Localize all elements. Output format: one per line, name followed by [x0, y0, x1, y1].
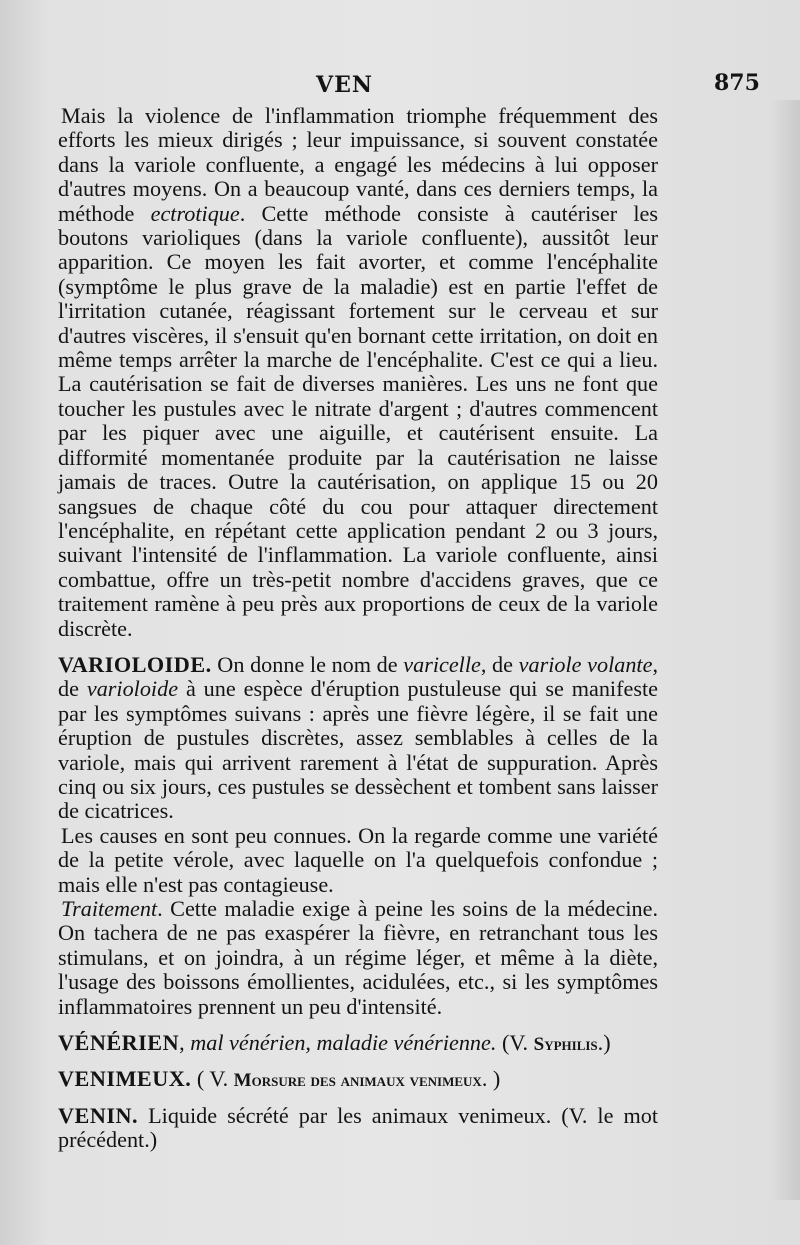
italic-term: ectrotique [150, 200, 240, 226]
page-edge-shadow [770, 100, 800, 1200]
paragraph-traitement: Traitement. Cette maladie exige à peine les soins de la médecine. On tachera de ne pas exaspérer la fièvre, en retranchant tous les stimulans, et on joindra, à un régime léger, et même à la diète, l'usage des boissons émollientes, acidulées, etc., si les symptômes inflammatoires prennent un peu d'intensité. [58, 896, 658, 1019]
italic-term: mal vénérien, maladie vénérienne. [190, 1030, 497, 1056]
headword-venerien: VÉNÉRIEN [58, 1030, 180, 1056]
italic-label: Traitement [61, 896, 158, 921]
page-number: 875 [714, 70, 760, 96]
entry-venin: VENIN. Liquide sécrété par les animaux venimeux. (V. le mot précédent.) [58, 1102, 658, 1153]
headword-venin: VENIN. [58, 1102, 139, 1128]
entry-varioloide: VARIOLOIDE. On donne le nom de varicelle, de variole volante, de varioloide à une espèce d'éruption pustuleuse qui se manifeste par les symptômes suivans : après une fièvre légère, il se fait une éruption de pustules discrètes, assez semblables à celles de la variole, mais qui arrivent rarement à l'état de suppuration. Après cinq ou six jours, ces pustules se dessèchent et tombent sans laisser de cicatrices. [58, 651, 658, 824]
paragraph-variole-treatment: Mais la violence de l'inflammation triomphe fréquemment des efforts les mieux dirigés ; leur impuissance, si souvent constatée dans la variole confluente, a engagé les médecins à lui opposer d'autres moyens. On a beaucoup vanté, dans ces derniers temps, la méthode ectrotique. Cette méthode consiste à cautériser les boutons varioliques (dans la variole confluente), aussitôt leur apparition. Ce moyen les fait avorter, et comme l'encéphalite (symptôme le plus grave de la maladie) est en partie l'effet de l'irritation cutanée, réagissant fortement sur le cerveau et sur d'autres viscères, il s'ensuit qu'en bornant cette irritation, on doit en même temps arrêter la marche de l'encéphalite. C'est ce qui a lieu. La cautérisation se fait de diverses manières. Les uns ne font que toucher les pustules avec le nitrate d'argent ; d'autres commencent par les piquer avec une aiguille, et cautérisent ensuite. La difformité momentanée produite par la cautérisation ne laisse jamais de traces. Outre la cautérisation, on applique 15 ou 20 sangsues de chaque côté du cou pour attaquer directement l'encéphalite, en répétant cette application pendant 2 ou 3 jours, suivant l'intensité de l'inflammation. La variole confluente, ainsi combattue, offre un très-petit nombre d'accidens graves, que ce traitement ramène à peu près aux proportions de ceux de la variole discrète. [58, 103, 658, 641]
italic-term: varicelle [403, 651, 481, 677]
headword-venimeux: VENIMEUX. [58, 1066, 192, 1092]
cross-reference: Morsure des animaux venimeux [233, 1070, 482, 1092]
paragraph-causes: Les causes en sont peu connues. On la regarde comme une variété de la petite vérole, avec laquelle on l'a quelquefois confondue ; mais elle n'est pas contagieuse. [58, 822, 658, 897]
entry-venerien: VÉNÉRIEN, mal vénérien, maladie vénérienne. (V. Syphilis.) [58, 1030, 611, 1056]
cross-reference: Syphilis [533, 1034, 598, 1056]
page-header [0, 70, 800, 106]
headword-varioloide: VARIOLOIDE. [58, 651, 212, 677]
italic-term: varioloide [86, 676, 179, 702]
italic-term: variole volante [518, 651, 653, 677]
entry-venimeux: VENIMEUX. ( V. Morsure des animaux venimeux. ) [58, 1066, 501, 1092]
body-text [58, 104, 658, 1153]
running-head: VEN [316, 72, 373, 98]
